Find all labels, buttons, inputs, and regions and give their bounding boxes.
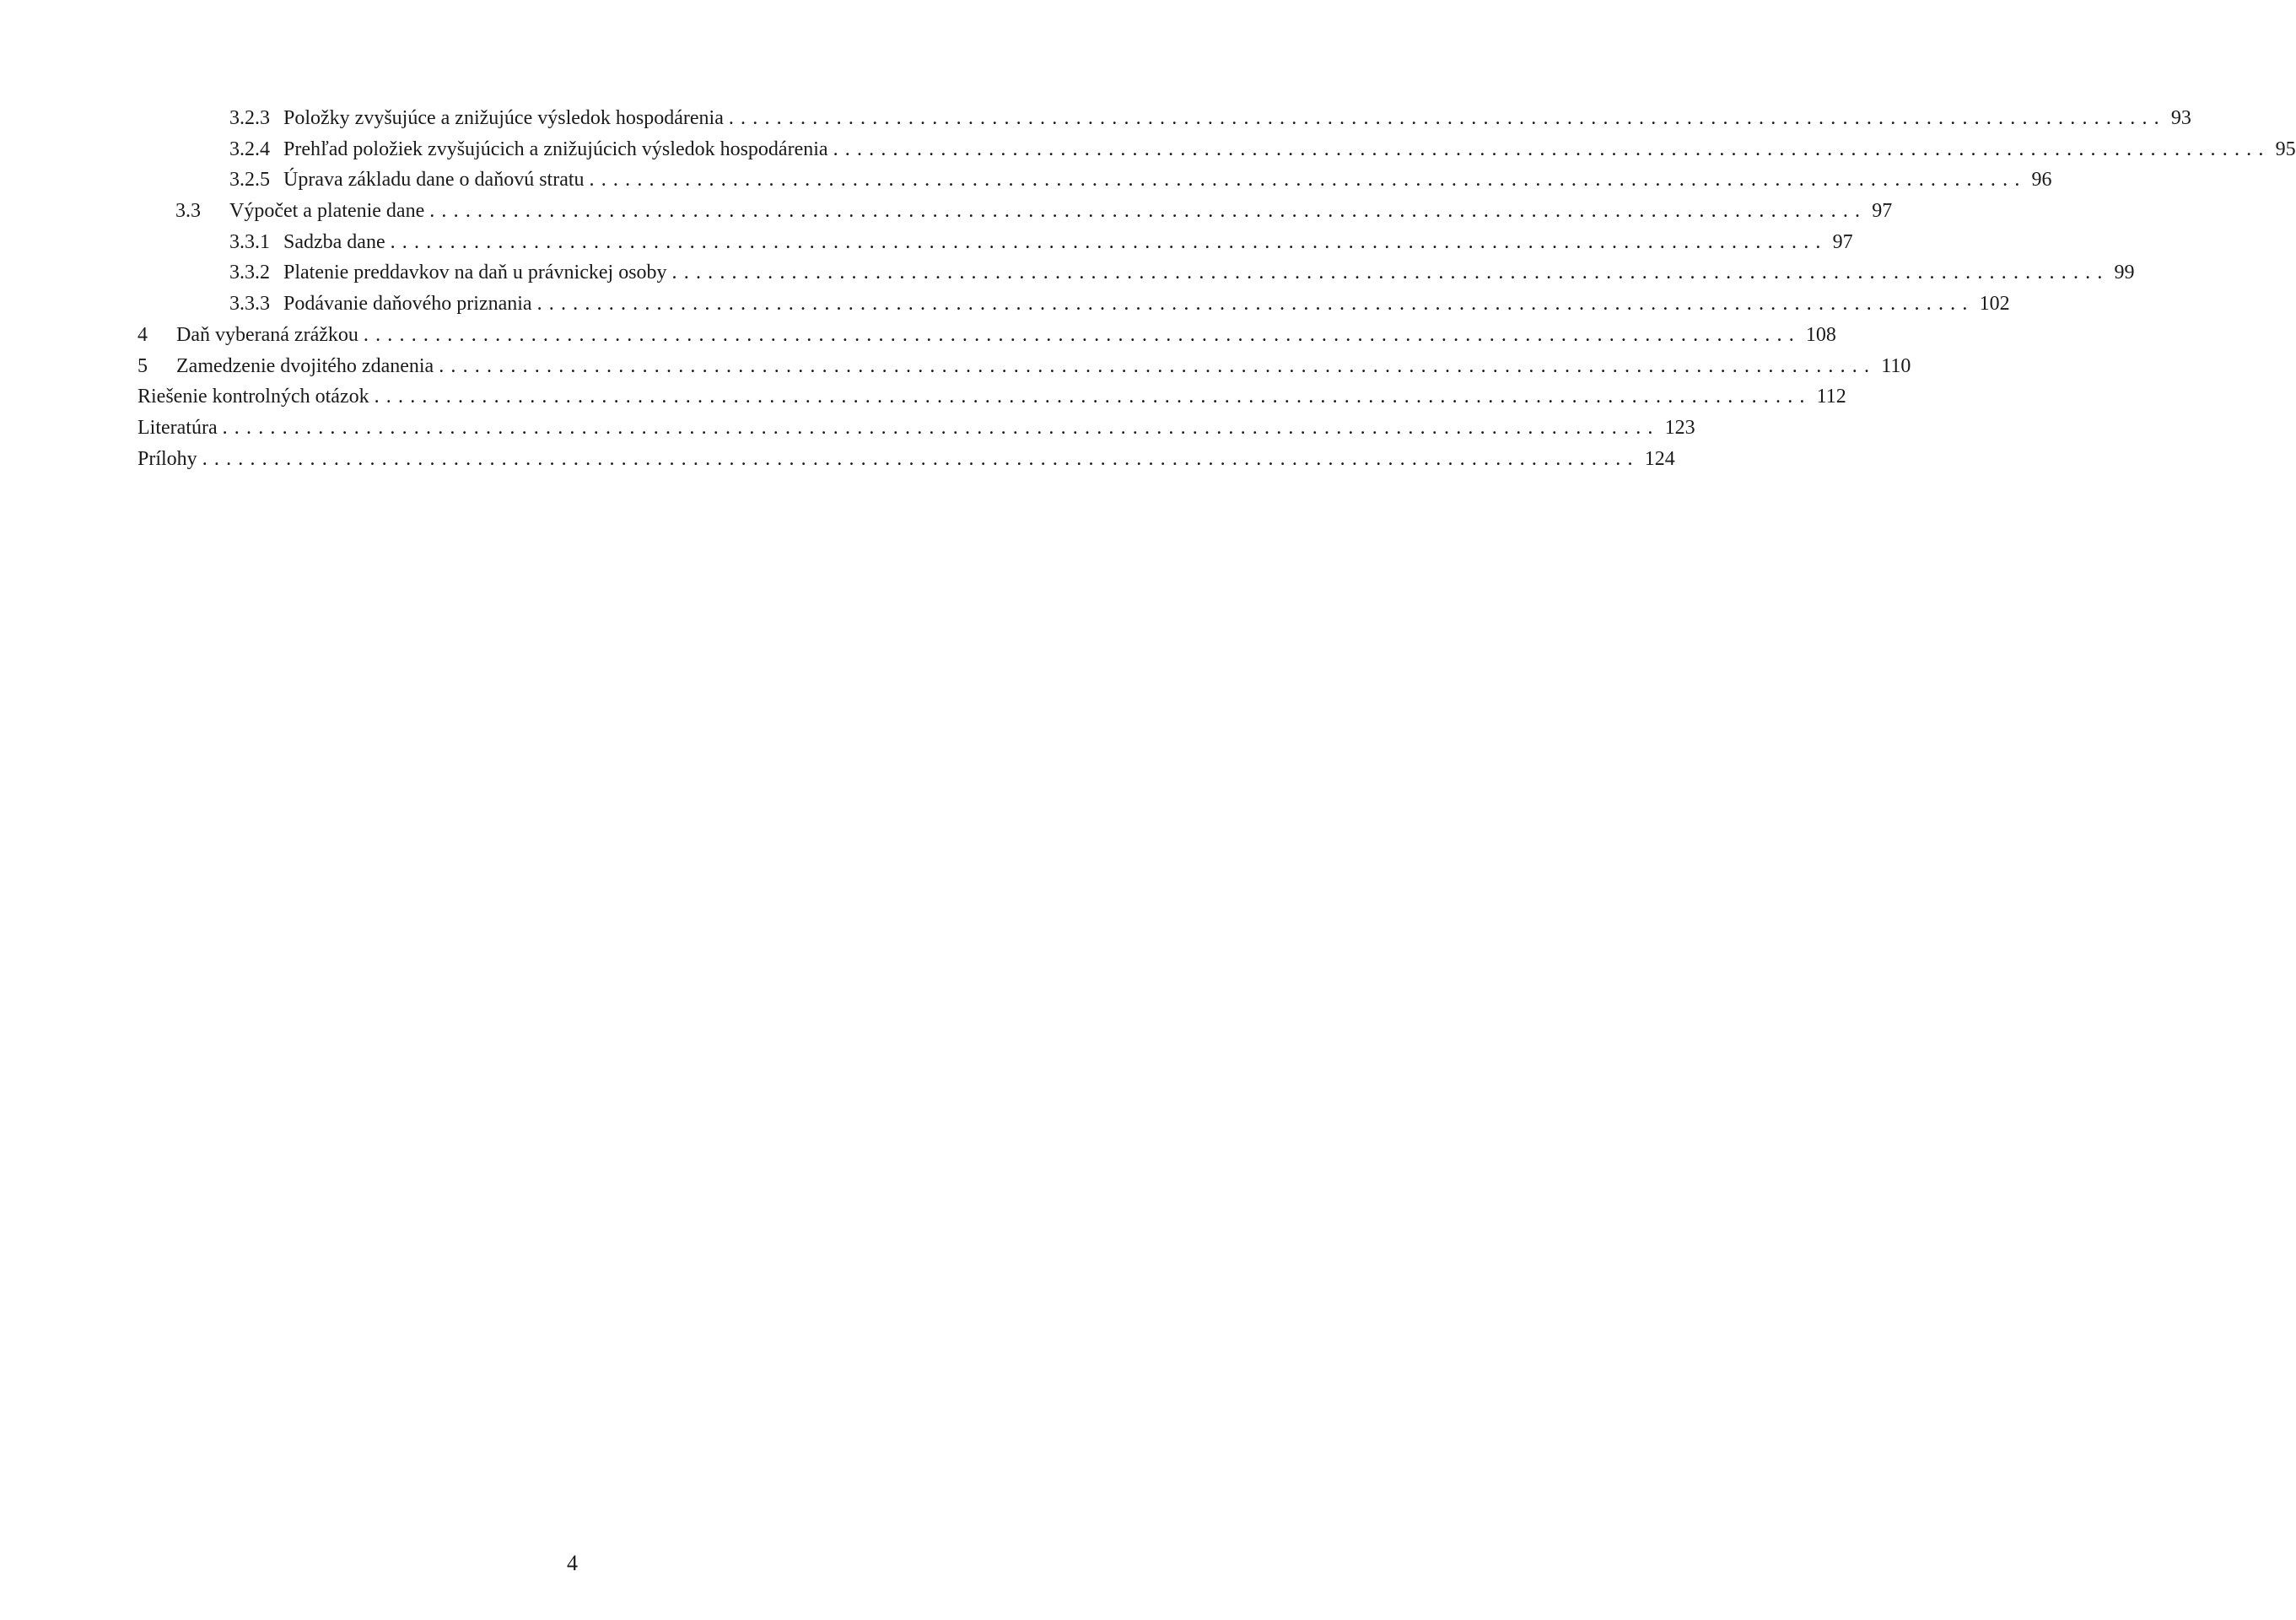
toc-entry-number: 3.3.3: [229, 293, 270, 316]
toc-entry-title: Prílohy: [137, 447, 197, 470]
toc-entry-page: 102: [1979, 293, 2010, 316]
toc-entry-page: 97: [1872, 200, 1893, 223]
toc-entry-page: 124: [1644, 447, 1675, 470]
toc-entry-page: 112: [1816, 386, 1846, 408]
toc-entry[interactable]: [137, 444, 1675, 475]
toc-entry-number: 3.3.2: [229, 262, 270, 284]
toc-dot-leader: ........................................................................................................................: [671, 262, 2110, 284]
toc-entry-page: 95: [2275, 138, 2296, 160]
toc-entry-number: 5: [137, 354, 148, 377]
toc-entry-title: Výpočet a platenie dane: [229, 200, 425, 223]
toc-dot-leader: ........................................................................................................................: [589, 169, 2027, 192]
toc-entry-number: 4: [137, 323, 148, 346]
toc-entry-page: 99: [2114, 262, 2135, 284]
toc-entry-page: 123: [1664, 416, 1695, 439]
toc-entry[interactable]: [137, 289, 2010, 320]
toc-entry[interactable]: [137, 103, 2191, 134]
table-of-contents: [137, 103, 2296, 474]
toc-dot-leader: ........................................................................................................................: [363, 323, 1801, 346]
toc-entry-page: 97: [1832, 230, 1853, 253]
toc-entry-title: Položky zvyšujúce a znižujúce výsledok hospodárenia: [283, 107, 724, 129]
toc-entry[interactable]: [137, 227, 1853, 258]
toc-entry-number: 3.2.5: [229, 169, 270, 192]
toc-entry[interactable]: [137, 381, 1846, 413]
toc-dot-leader: ........................................................................................................................: [833, 138, 2271, 160]
toc-dot-leader: ........................................................................................................................: [536, 293, 1975, 316]
toc-entry[interactable]: [137, 257, 2135, 289]
toc-entry[interactable]: [137, 351, 1911, 382]
toc-entry-page: 96: [2031, 169, 2052, 192]
toc-entry[interactable]: [137, 165, 2052, 196]
toc-entry-title: Zamedzenie dvojitého zdanenia: [176, 354, 434, 377]
toc-entry-title: Podávanie daňového priznania: [283, 293, 532, 316]
toc-entry-title: Literatúra: [137, 416, 218, 439]
toc-entry-title: Platenie preddavkov na daň u právnickej osoby: [283, 262, 667, 284]
toc-entry[interactable]: [137, 134, 2296, 165]
toc-entry-title: Sadzba dane: [283, 230, 385, 253]
toc-entry[interactable]: [137, 320, 1836, 351]
toc-entry-title: Daň vyberaná zrážkou: [176, 323, 358, 346]
toc-dot-leader: ........................................................................................................................: [439, 354, 1877, 377]
toc-entry-number: 3.2.3: [229, 107, 270, 129]
toc-dot-leader: ........................................................................................................................: [222, 416, 1660, 439]
toc-entry-title: Riešenie kontrolných otázok: [137, 386, 369, 408]
toc-entry-page: 108: [1805, 323, 1836, 346]
toc-entry[interactable]: [137, 196, 1893, 227]
toc-entry-title: Úprava základu dane o daňovú stratu: [283, 169, 585, 192]
toc-dot-leader: ........................................................................................................................: [374, 386, 1812, 408]
toc-entry-title: Prehľad položiek zvyšujúcich a znižujúcich výsledok hospodárenia: [283, 138, 828, 160]
toc-dot-leader: ........................................................................................................................: [202, 447, 1640, 470]
toc-entry-number: 3.3: [175, 200, 201, 223]
toc-entry-number: 3.3.1: [229, 230, 270, 253]
toc-entry-number: 3.2.4: [229, 138, 270, 160]
toc-dot-leader: ........................................................................................................................: [429, 200, 1868, 223]
toc-dot-leader: ........................................................................................................................: [728, 107, 2166, 129]
toc-entry-page: 93: [2170, 107, 2191, 129]
toc-entry[interactable]: [137, 413, 1695, 444]
page-number: 4: [567, 1551, 578, 1575]
toc-entry-page: 110: [1881, 354, 1911, 377]
toc-dot-leader: ........................................................................................................................: [390, 230, 1828, 253]
